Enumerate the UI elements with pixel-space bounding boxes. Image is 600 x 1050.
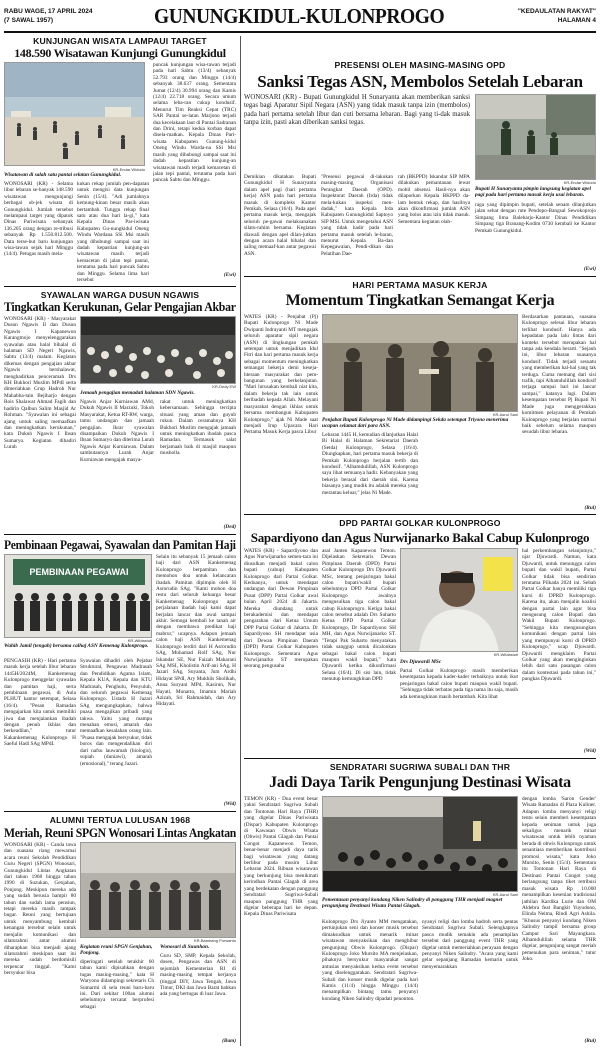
kicker: PRESENSI OLEH MASING-MASING OPD [334,60,506,70]
beach-tourists-photo [4,62,145,166]
article-body-col-1: WONOSARI (KR) - Canda tawa dan suasana riang mewarnai acara reuni Sekolah Pendidikan Guru Negeri (SPGN) Wonosari, Gunungkidul Lintas Angkatan dari tahun 1968 hingga tahun 1990 di Suzukan, Genjahan, Ponjong. Meskipun mereka ada yang sudah berusia hampir 80 tahun dan sudah lama pensiun, tetapi mereka masih tampak bugar. Reuni yang bertujuan untuk menyambung kembali kenangan tersebut selain untuk menjalin komunikasi dan silaturahmi antar alumni diharapkan bisa menjadi ajang silaturahmi meskipun saat ini mereka sudah berdomisili terpencar tinggal. "Kami bersyukur bisa [4,842,76,977]
author-sig: (Ewi) [583,266,596,272]
photo-credit: KR-Asrul Sani [492,412,518,417]
section-rule [244,758,596,759]
photo-credit: KR-Endar Widodo [563,180,596,185]
article-body-col-1: PENGASIH (KR) - Hari pertama masuk kerja setelah libur lebaran 1445H/2024M, Kankemenag Kulonprogo menggelar syawalan dan pamitan haji, serta pembinaan pegawai, di Aula PLHUT kantor setempat, Selasa (16/4). "Pesan Ramadan mengajarkan kita untuk memiliki jiwa dan menjalankan ibadah dengan penuh ikhlas dan berkeadilan," tutur Kakankemenag Kulonprogo H Saeful Hadi SAg MPdI. [4,658,76,748]
photo-credit: KR-Wiidastuti [127,638,152,643]
article-body-col-3: hal perkembangan selanjutnya," ujar Djuwardi. Namun, kata Djuwardi, untuk menunggu calon bupati dan wakil bupati, Partai Golkar tidak bisa sendirian terutama Pilkada 2024 ini. Sebab Partai Golkar hanya memiliki tiga kursi di DPRD Kulonprogo. Karena itu, akan menjalin koalisi dengan partai lain agar bisa mengusung calon Bupati dan Wakil Bupati Kulonprogo. "Sehingga kita mengusungkan komunikasi dengan partai lain yang mempunyai kursi di DPRD Kulonprogo," ucap Djuwardi. Djuwardi mengklaim Partai Golkar yang akan menginginkan lebih dari satu pasangan calon dalam kontestasi pada tahun ini," pungkas Djuwardi. [522,548,596,683]
section-rule [4,286,236,287]
headline: Pembinaan Pegawai, Syawalan dan Pamitan Haji [4,538,236,552]
masthead-rule [4,31,596,33]
author-sig: (Ded) [223,524,236,530]
kicker: SENDRATARI SUGRIWA SUBALI DAN THR [329,762,511,772]
author-sig: (Rul) [584,505,596,511]
article-body-col-2: Ngawis Anjar Kurniawan AMd, Dukuh Ngawis II Marzuki, Tokoh Masyarakat, Ketua RT-RW, warga, tamu undangan dan jamaah pengajian. Ikrar syawalan disampaikan Dukuh Ngawis I Ihsan Sumaryo dan diterima Lurah Ngawis Anjar Kurniawan. Dalam sambutannya Lurah Anjar Kurniawan mengajak masya- [80,399,154,463]
article-body-col-1: WONOSARI (KR) - Masyarakat Dusun Ngawis II dan Dusun Ngawis I Kapanewon Karangmojo menyelenggarakan syawalan atau halal bihalal di halaman SD Negeri Ngawis, Sabtu (13/4) malam. Kegiatan dikemas dengan pengajian akbar Ngawis bershalawat, menghadirkan penceramah Drs KH Bukhori Muslim MPdI serta dimeriahkan Grup Hadroh Nur Mahabba-tain Bejiharjo dengan Rois Shalawat Ahmad Fagih dan hadirin Qalbun Salim Masjid Ar Rohman. "Syawalan ini sebagai ajang untuk saling memaafkan dan meningkatkan kerukunan," kata Dukuh Ngawis I Ihsan Sumaryo. Kegiatan dihadiri Lurah [4,316,76,451]
photo-banner-text: PEMBINAAN PEGAWAI [29,567,129,577]
article-body-col-2: Syawalan dihadiri oleh Pejabat Struktural, Pengawas Madrasah dan Pendidikan Agama Islam, Kepala KUA, Kepala dan KTU Madrasah, Penghulu, Penyuluh, dan seluruh pegawai Kemenag Kulonprogo. Ustadz H Jazari SAg mengungkapkan, bahwa puasa mengajikan pribadi yang takwa. Yaitu yang mampu menahan emosi, amarah dan memaafkan kesalahan orang lain. "Puasa mengajak bersyukur, tidak boros dan mengendalikan diri dari nafsu lauwamah (biologis), supiah (duniawi), amarah (emosional)," terang Jazari. [80,658,152,767]
author-sig: (Ewi) [223,272,236,278]
article-body-col-2: Lebaran 1445 H, kemudian dilanjutkan Halal Bi Halal di Halaman Sekretariat Daerah (Setda) Kulonprogo, Selasa (16/4). Diungkapkan, hari pertama masuk bekerja di Pemkab Kulonprogo berjalan tertib dan kondusif. "Alhamdulillah, ASN Kulonprogo saya lihat semuanya hadir. Kebanyakan yang bekerja berasal dari daerah sini. Karena biasanya yang mudik itu adalah mereka yang merantau keluar," jelas Ni Made. [322,432,418,496]
article-body-col-2: asal Janten Kapanewon Temon. Dijelaskan Sekretaris Dewan Pimpinan Daerah (DPD) Partai Golkar Kulonprogo Drs Djuwardi MSc, tentang penjaringan bakal calon bupati/wakil bupati sebelumnya DPD Partai Golkar Kulonprogo awalnya mengusulkan tiga calon bakal cabup Kulonprogro. Ketiga bakal calon tersebut adalah Drs Suharto Ketua DPD Partai Golkar Kulonprogo, Dr Sapardiyono SH MH, dan Agus Nurwijanarko ST. "Tetapi Pak Suharto menyatakan tidak sanggup untuk dicalonkan sebagai bakal calon bupati maupun wakil bupati," kata Djuwardi ketika dikonfirmasi Selasa (16/4). Di sisi lain, tidak menutup kemungkinan DPD [322,548,396,683]
article-body-col-3: Berdasarkan pantauan, suasana Kulonprogo selesai libur lebaran terlihat kondusif. Hanya ada kepadatan pada lalu lintas dari konteks tersebut merupakan hal tanpa ada kendala berarti. "Sejauh ini, libur lebaran suasanya kondusif. Tidak terjadi sesuatu yang memberikan hal-hal yang tak terduga. Cuma memang dari sisi trafik, tapi Alhamdulillah kondusif terjaga sampai hari ini lancar sampai," katanya lagi. Dalam kesempatan tersebut Pj Bupati Ni Made juga menggerakkan komitmen pelayanan di Pemkab Kulonprogo yang berjalan normal baik sebelum selama maupun sesudah libur lebaran. [522,314,596,436]
headline: 148.590 Wisatawan Kunjungi Gunungkidul [14,46,226,60]
author-sig: (Wid) [223,801,236,807]
photo-caption-2: Wonosari di Suunhan. [160,944,210,950]
kicker: HARI PERTAMA MASUK KERJA [352,280,488,290]
kicker: SYAWALAN WARGA DUSUN NGAWIS [40,290,200,300]
article-body-col-2: kukan rekap jumlah pen-dapatan untuk mengisi data kunjungan Senin (15/4). "Adi jumlahnya kemung-kinan besar masih akan bertambah. Tunggu rekap final satu atau dua hari la-gi," kata Kepala Dinas Par-iwisata Kabupaten Gu-nungkidul Oneng Windu Wardana SSi Msi masih yang dihubungi sampai saat ini dadah kepastian kunjung-an wisatawan masih terjadi kemacetan di jalan tepi pantai, terutama pada hari puncak Sabtu dan Minggu. Selama lima hari tersebut [77,181,149,283]
photo-credit: KR-Wiidastuti [493,652,518,657]
reunion-photo [80,842,236,938]
article-body-col-3: Guru SD, SMP, Kepala Sekolah, dosen, Pengawas dan ASN di sejumlah Kementerian RI di masing-masing tempat kerjanya (tinggal DIY, Jawa Tengah, Jawa Timur, DKI dan Jawa Barat bahkan ada yang bertugas di luar Jawa. [160,953,236,998]
kicker: DPD PARTAI GOLKAR KULONPROGO [339,518,501,528]
photo-credit: KR-Endar Widodo [112,167,145,172]
column-divider [240,36,241,1046]
date-line-1: RABU WAGE, 17 APRIL 2024 [4,8,93,15]
headline: Jadi Daya Tarik Pengunjung Destinasi Wisata [269,774,571,791]
article-body-col-2: diperingati setelah terakhir 60 tahun kami dipisahkan dengan tugas masing-masing," kata H Waryono didampingi sekretaris Ch Sumarmi di sela reuni baru-baru ini. Dari sekitar 100an alumni sebelumnya tercatat berprofesi sebagai [80,959,154,1010]
group-photo [4,554,152,638]
photo-credit: KR-Bambang Purwanto [193,938,236,943]
photo-credit: KR-Dedy EW [212,384,236,389]
article-body-col-1: Demikian dikatakan Bupati Gunungkidul H Sunaryanta dalam apel pagi (hari pertama kerja) ASN pada hari pertama masuk di kompleks Kantor Pemkab, Selasa (16/4). Pada apel pertama masuk kerja, mengajak seluruh pe-gawai melaksanakan silatu-rahim bersama. Kegiatan diawali dengan apel dilan-jutkan dengan acara halal bihalal dan saling memaaf-kan antar pegawai ASN. [244,174,316,257]
roll-call-photo [475,94,596,180]
section-rule [244,514,596,515]
author-sig: (Bam) [222,1038,236,1044]
headline: Tingkatkan Kerukunan, Gelar Pengajian Akbar [4,300,236,314]
article-body-col-3: Selain itu sebanyak 15 jemaah calon haji dari ASN Kankemenag Kulonprogo berpamitan dan memohon doa untuk kelancaran ibadah. Pamitan dipimpin oleh H Asrorudin SAg. "Kami mohon doa restu dari seluruh keluarga besar Kankemenag Kulonprogo agar perjalanan ibadah haji kami dapat berjalan lancar dan awal sampai akhir. Semoga kembali ke tanah air dengan membawa predikat haji mabrur," ucapnya. Adapun jemaah calon haji ASN Kankemenag Kulonprogo terdiri dari H Asrorudin SAg, Muhamad Rolf SAg, Nur Iskandar SE, Nur Faizah Maharani SAg MSI, Kholistin Arif-ani SAg, H Jazari SAg, Suyanta, Jum Ardhi Hidayat SPdI, Ary Mukhlis Sholikah, Anna Suryani MPd, Kasirun, Nur Hayati, Munarto, Imamin Mariah Azizah, Sri Rahmaidah, dan Ary Hidayati. [156,554,236,708]
photo-caption: Pementasan penyanyi kondang Niken Salindry di panggung THR menjadi magnet pengunjung Destinasi Wisata Pantai Glagah. [322,897,503,910]
photo-credit: KR-Asrul Sani [492,892,518,897]
page-number: HALAMAN 4 [557,17,596,24]
article-body-col-1: WATES (KR) - Penjabat (Pj) Bupati Kulonprogo Ni Made Dwipanti Indrayanti MT mengajak seluruh aparatur sipil negara (ASN) di lingkungan pemkab setempat untuk menjadikan Idul Fitri dan hari pertama masuk kerja sebagai momentum meningkatkan semangat bekerja demi keseja-hteraan masyarakat dan pem-bangunan yang berkelanjutan. "Mari lurusakan kembali niat kita, dalam bekerja tak lain untuk beribadah kepada Allah. Melayani masyarakat dengan ikhlas untuk bersama membangun Kabupaten Kulonprogo," ajak Ni Made saat menjadi Irup Upacara Hari Pertama Masuk Kerja pasca Libur [244,314,318,436]
article-body-col-3: rah (BKPPD) Iskandar SIP MPA dilakukan pemantauan lewat mobil absensi. Hasil-nya akan dilaporkan Kepala BKPPD da-lam bentuk rekap, dan hasilnya akan dikonfirmasi jumlah ASN yang bolos atau izin tidak masuk. Sementara kegiatan olah- [398,174,470,225]
section-rule [4,811,236,812]
article-body-col-3: rakat untuk meningkatkan kebersamaan. Sehingga tercipta situasi yang aman dan guyub rukun. Dalam ceramahnya KH Bukhori Muslim mengajak jamaah untuk meningkatkan ibadah pasca Ramadan. Termasuk salat berjamaah baik di masjid maupun musholla. [160,399,236,457]
author-sig: (Wid) [583,748,596,754]
photo-caption: Drs Djuwardi MSc [400,659,442,665]
photo-caption: Wisatawan di salah satu pantai selatan Gunungkidul. [4,172,122,178]
portrait-photo [400,548,518,652]
paper-name: "KEDAULATAN RAKYAT" [517,8,596,15]
kicker: KUNJUNGAN WISATA LAMPAUI TARGET [33,36,207,46]
author-sig: (Rul) [584,1038,596,1044]
headline: Meriah, Reuni SPGN Wonosari Lintas Angkatan [4,826,237,840]
photo-caption: Wahib Jamil (tengah) bersama calhaj ASN Kemenag Kulonprogo. [4,643,149,649]
page-title: GUNUNGKIDUL-KULONPROGO [154,4,445,28]
congregation-photo [80,316,236,384]
concert-photo [322,796,518,892]
photo-caption: Jemaah pengajian memadati halaman SDN Ngawis. [80,390,195,396]
section-rule [4,534,236,535]
headline: Momentum Tingkatkan Semangat Kerja [285,292,555,309]
masthead [4,4,596,30]
article-body-col-1: WONOSARI (KR) - Selama libur lebaran se-banyak 148.590 wisatawan mengunjungi berbagai ob-jek wisata di Gunungkidul. Jumlah tersebut melampaui target yang dipatok Dinas Pariwisata sebanyak 136.205 orang dengan re-tribusi sebanyak Rp 1.550.812.500. Data terse-but baru kunjungan wisa-tawan sejak hari Minggu (14/4). Petugas masih mela- [4,181,73,258]
article-body-col-4: raga yang dipimpin bupati, setelah senam dilanjutkan jalan sehat dengan rute Pendopo-Bangsal Sewokoprojo Simpang lima Baleharjo-Kantor Dinas Pendidikan Simpang tiga Branang-Kodim 0730 kembali ke Kantor Pemkab Gunungkidul. [475,202,596,234]
photo-caption: Penjabat Bupati Kulonprogo Ni Made didampingi Sekda setempat Triyono menerima ucapan selamat dari para ASN. [322,417,509,430]
article-body-col-2: Kulonprogo Drs Jiyanto MM mengatakan, pertunjukan seni dan konser musik tersebut dimaksudkan untuk menarik minat wisatawan menyaksikan dan menghibur pengunjung Obwis Kulonprogo. (Dispar) Kulonprogo Joko Mursito MA menjelaskan, pihaknya bersyukur masyarakat sangat antusias menyaksikan kedua event tersebut yang diselenggarakan. Sendratari Sugriwa-Subali dan konser musik digelar pada hari Kamis (11/4) hingga Minggu (14/4) menampilkan bintang tamu penyanyi kondang Niken Salindry dipadati penonton. [322,919,418,1002]
article-body-col-2b: Partai Golkar Kulonprogo masih memberikan kesempatan kepada kader-kader terbaiknya untuk ikut penjaringan bakal calon bupati maupun wakil bupati. "Sehingga tidak terbatas pada tiga nama itu saja, masih ada kemungkinan masih bertambah. Kita lihat [400,668,518,700]
article-body-col-3: nyanyi religi dan lomba hadroh serta pentas Sendratari Sugriwa Subali. Selengkapnya pasca mudik semakin ada penampilan tersebut dari panggung event THR yang digelar untuk memeriahkan perayaan dengan penyanyi Niken Salindry. "Acara yang kami gelar sepanjang Ramadan kemarin untuk menyemarakkan [422,919,518,970]
article-lead: WONOSARI (KR) - Bupati Gunungkidul H Sunaryanta akan memberikan sanksi tegas bagi Aparatur Sipil Negara (ASN) yang tidak masuk tanpa izin (membolos) pada hari pertama setelah libur dan cuti bersama lebaran. Bagi yang ti-dak masuk tanpa izin, pasti akan diberikan sanksi tegas. [244,94,470,126]
article-body-col-3: puncak kunjungan wisa-tawan terjadi pada hari Sabtu (13/4) sebanyak 52.793 orang dan Minggu (14/4) sebanyak 38.637 orang. Sementara Jumat (12/4) 30.994 orang dan Kamis (12/4) 22.718 orang. Secara umum selama leba-ran cukup kondusif. Menurut Tim Reaksi Cepat (TRC) SAR Pantai se-latan Marjono terjadi dua kecelakaan laut di Pantai Sadranan dan Drini, tetapi kedua korban dapat disela-matkan. Kepala Dinas Pari-wisata Kabupaten Gunung-kidul Oneng Windu Warda-na SSi Msi masih yang dihubungi sampai saat ini dadah kepastian kunjung-an wisatawan masih terjadi kemacetan di jalan tepi pantai, terutama pada hari puncak Sabtu dan Minggu. [153,62,236,184]
article-body-col-2: "Presensi pegawai di-lakukan masing-masing Organisasi Perangkat Daerah (OPD). Inspektorat Daerah (Irda) tidak mela-kukan inspeksi men-dadak," kata Kepala Irda Kabupaten Gunungkidul Saptoyo SIP MSi. Untuk mengetahui ASN yang tidak hadir pada hari pertama masuk setelah le-baran, menurut Kepala Ba-dan Kepegawaian, Pendi-dikan dan Pelatihan Dae- [321,174,393,257]
photo-caption: Kegiatan reuni SPGN Genjahan, Ponjong. [80,944,153,957]
article-body-col-1: TEMON (KR) - Dua event besar yakni Sendratari Sugriwa Subali dan Tontonan Hari Raya (THR) yang digelar Dinas Pariwisata (Dispar) Kabupaten Kulonprogo di Kawasan Obwis Wisata (Obwis) Pantai Glagah dan Pantai Congot Kapanewon Temon, benar-benar menjadi daya tarik bagi wisatawan yang datang berlibur pada musim Libur Lebaran 2024. Ribuan wisatawan yang berkunjung bisa menikmati kerindhan Pantai Glagah di area yang berdekatan dengan panggung Sendratari Sugriwa-Subali maupun panggung THR yang digelar beberapa hari ke depan. Kepala Dinas Pariwisata [244,796,318,918]
kicker: ALUMNI TERTUA LULUSAN 1968 [49,815,191,825]
article-body-col-1: WATES (KR) - Sapardiyono dan Agus Nurwijanarko semen-tara ini diusulkan menjadi bakal calon bupati (cabup) Kabupaten Kulonprogo dari Partai Golkar. Keduanya, untuk mendapat undangan dari Dewan Pimpinan Pusat (DPP) Partai Golkar awal bulan April 2024 di Jakarta. Mereka diundang untuk berakademisi dan mendapat pengarahan dari Ketua Umum DPP Partai Golkar di Jakarta. Dr Sapardiyono SH mendapat usia dari Dewan Pimpinan Daerah (DPD) Partai Golkar Kabupaten Kulonprogo. Sementara Agus Nurwijanarko ST merupakan seorang pengusaha [244,548,318,670]
photo-caption: Bupati H Sunaryanta pimpin langsung kegiatan apel pagi pada hari pertama masuk kerja usai lebaran. [475,186,591,199]
article-body-col-4: dengan lomba 'Saron Gender' Wisata Ramadan di Plaza Kuliner. Adapun lomba menyanyi religi tentu selain memberi kesempatan kepada seniman untuk juga sekaligus menarik minat wisatawan untuk lebih nyaman berada di obwis Kulonprogo untuk senantiasa memberikan kontribusi promosi wisata," kata Joko Mursito, Senin (15/4). Sementara itu Tontonan Hari Raya di Destinasi Pantai Congot yang berlangsung tanpa tiket retribusi masuk wisata Rp 10.000 menampilkan kesenian tradisional jathilan Kardika Lurie dan OM Aldebra feat Bangkit Yuyudono, Elinda Neima, Rindi Agri Ashila. "Khusus penyanyi kondang Niken Salindry tampil bersama group Campur Sari Mayangkara. Alhamdulillah selama THR digelar, pengunjung sangat meriah pemenuhan para seniman," tutur Joko. [522,796,596,963]
section-rule [244,276,596,277]
headline: Sapardiyono dan Agus Nurwijanarko Bakal Cabup Kulonprogo [250,530,590,545]
headline: Sanksi Tegas ASN, Membolos Setelah Lebaran [257,72,583,91]
greeting-photo [322,314,518,412]
date-line-2: (7 SAWAL 1957) [4,17,54,24]
